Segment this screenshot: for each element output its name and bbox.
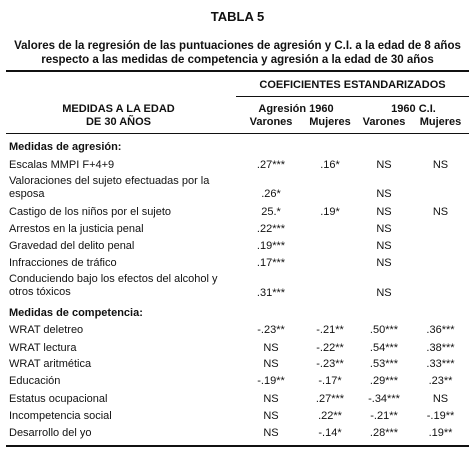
cell-varones-agresion: 25.*: [261, 206, 281, 218]
cell-varones-agresion: .19***: [256, 240, 286, 252]
subtitle-line-2: respecto a las medidas de competencia y agresión a la edad de 30 años: [41, 54, 434, 66]
col-varones-2: Varones: [362, 116, 406, 128]
cell-varones-ci: .29***: [369, 375, 399, 387]
top-rule: [6, 70, 469, 72]
cell-mujeres-agresion: -.22**: [316, 342, 344, 354]
cell-mujeres-agresion: -.17*: [318, 375, 342, 387]
col-mujeres-1: Mujeres: [309, 116, 351, 128]
cell-varones-ci: NS: [376, 240, 392, 252]
cell-mujeres-agresion: .27***: [315, 393, 345, 405]
cell-varones-ci: .28***: [369, 427, 399, 439]
table-title: TABLA 5: [210, 9, 265, 24]
section-agresion: Medidas de agresión:: [9, 141, 122, 153]
subtitle-line-1: Valores de la regresión de las puntuaciones de agresión y C.I. a la edad de 8 años: [14, 40, 461, 52]
cell-varones-agresion: NS: [263, 410, 279, 422]
cell-varones-ci: NS: [376, 159, 392, 171]
measures-header-line2: DE 30 AÑOS: [85, 116, 151, 128]
cell-mujeres-agresion: -.14*: [318, 427, 342, 439]
cell-mujeres-ci: NS: [432, 206, 449, 218]
measures-header-line1: MEDIDAS A LA EDAD: [62, 103, 175, 115]
row-label: Escalas MMPI F+4+9: [9, 159, 115, 171]
row-label: Incompetencia social: [9, 410, 112, 422]
table-subtitle: [0, 39, 475, 67]
cell-mujeres-agresion: .19*: [320, 206, 340, 218]
row-label: Desarrollo del yo: [9, 427, 92, 439]
cell-varones-agresion: NS: [263, 342, 279, 354]
cell-mujeres-ci: -.19**: [426, 410, 455, 422]
cell-mujeres-ci: NS: [432, 159, 449, 171]
row-label: Valoraciones del sujeto efectuadas por la esposa: [9, 175, 210, 200]
cell-varones-ci: NS: [376, 223, 392, 235]
cell-mujeres-agresion: .22**: [318, 410, 342, 422]
section-competencia: Medidas de competencia:: [9, 307, 143, 319]
cell-varones-agresion: -.23**: [257, 324, 285, 336]
cell-varones-agresion: .26*: [261, 188, 281, 200]
cell-varones-agresion: .27***: [256, 159, 286, 171]
row-label: WRAT aritmética: [9, 358, 92, 370]
header-bottom-rule: [6, 133, 469, 134]
cell-varones-agresion: NS: [263, 358, 279, 370]
cell-mujeres-ci: .38***: [426, 342, 455, 354]
row-label: Conduciendo bajo los efectos del alcohol y otros tóxicos: [9, 273, 218, 298]
cell-mujeres-ci: .19**: [428, 427, 453, 439]
agresion-1960-header: Agresión 1960: [258, 103, 334, 115]
cell-mujeres-ci: .33***: [426, 358, 455, 370]
cell-varones-ci: .50***: [369, 324, 399, 336]
row-label: Infracciones de tráfico: [9, 257, 117, 269]
cell-mujeres-agresion: -.23**: [316, 358, 344, 370]
row-label: WRAT lectura: [9, 342, 77, 354]
cell-varones-agresion: NS: [263, 393, 279, 405]
cell-mujeres-agresion: .16*: [320, 159, 340, 171]
col-mujeres-2: Mujeres: [419, 116, 462, 128]
col-varones-1: Varones: [249, 116, 293, 128]
row-label: Educación: [9, 375, 61, 387]
row-label: Arrestos en la justicia penal: [9, 223, 144, 235]
cell-varones-ci: .54***: [369, 342, 399, 354]
cell-mujeres-ci: .23**: [428, 375, 453, 387]
coef-header: COEFICIENTES ESTANDARIZADOS: [259, 79, 446, 91]
cell-varones-agresion: .22***: [256, 223, 286, 235]
row-label: Castigo de los niños por el sujeto: [9, 206, 172, 218]
bottom-rule: [6, 445, 469, 447]
cell-varones-ci: -.34***: [368, 393, 400, 405]
coef-rule: [236, 96, 469, 97]
cell-varones-ci: -.21**: [370, 410, 398, 422]
row-label: WRAT deletreo: [9, 324, 84, 336]
ci-1960-header: 1960 C.I.: [391, 103, 436, 115]
cell-varones-agresion: .17***: [256, 257, 286, 269]
row-label: Estatus ocupacional: [9, 393, 108, 405]
cell-mujeres-ci: .36***: [426, 324, 455, 336]
cell-varones-ci: NS: [376, 188, 392, 200]
cell-mujeres-ci: NS: [432, 393, 449, 405]
cell-varones-ci: NS: [376, 257, 392, 269]
cell-mujeres-agresion: -.21**: [316, 324, 344, 336]
cell-varones-ci: NS: [376, 287, 392, 299]
row-label: Gravedad del delito penal: [9, 240, 135, 252]
cell-varones-agresion: NS: [263, 427, 279, 439]
cell-varones-ci: .53***: [369, 358, 399, 370]
cell-varones-agresion: -.19**: [257, 375, 285, 387]
cell-varones-ci: NS: [376, 206, 392, 218]
cell-varones-agresion: .31***: [256, 287, 286, 299]
